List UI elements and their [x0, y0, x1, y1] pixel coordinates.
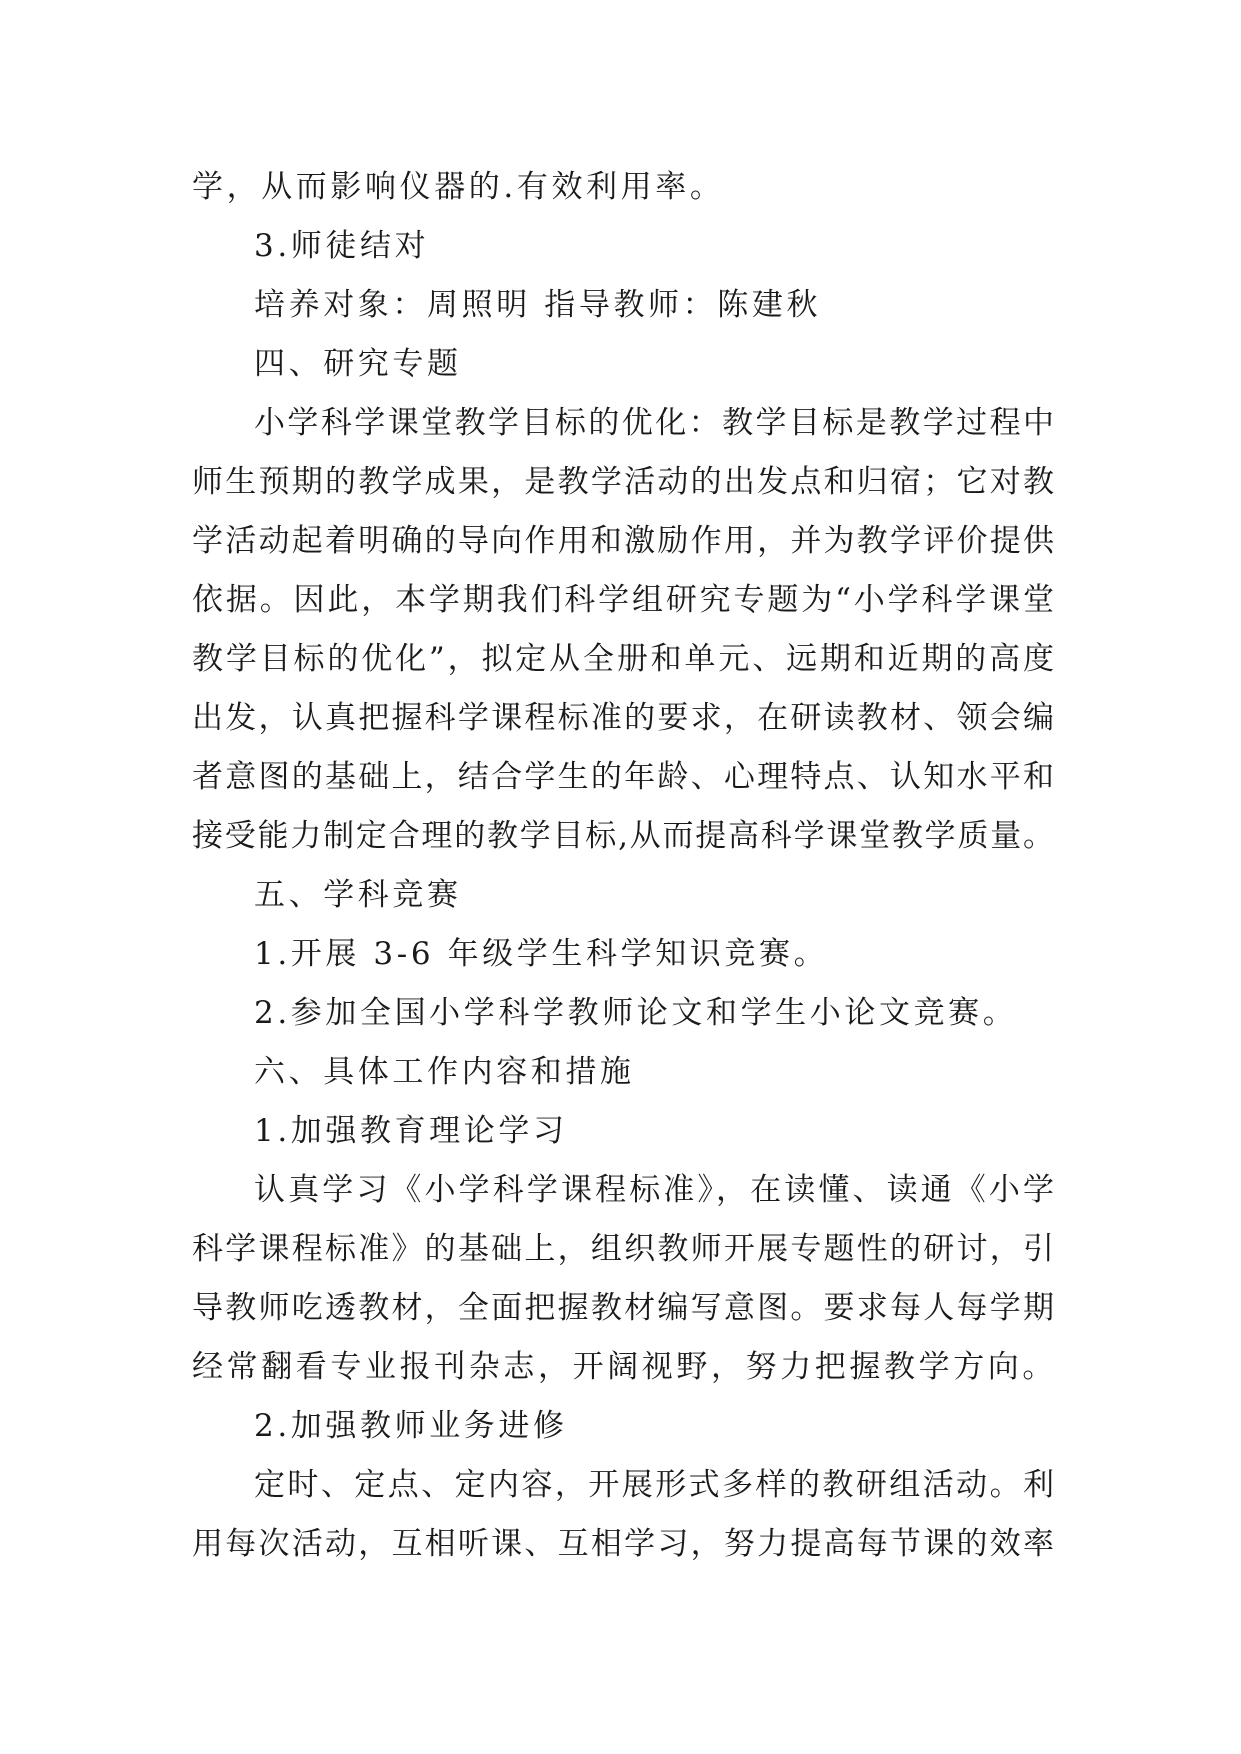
text-line: 接受能力制定合理的教学目标,从而提高科学课堂教学质量。 [192, 818, 1054, 854]
text-line: 2.加强教师业务进修 [254, 1408, 568, 1444]
text-line: 认真学习《小学科学课程标准》，在读懂、读通《小学 [254, 1172, 1054, 1208]
text-line: 1.开展 3-6 年级学生科学知识竞赛。 [254, 936, 829, 972]
text-line: 3.师徒结对 [254, 228, 430, 264]
text-line: 学，从而影响仪器的.有效利用率。 [192, 169, 725, 205]
text-line: 用每次活动，互相听课、互相学习，努力提高每节课的效率 [192, 1526, 1054, 1562]
text-line: 导教师吃透教材，全面把握教材编写意图。要求每人每学期 [192, 1290, 1054, 1326]
section-heading: 六、具体工作内容和措施 [254, 1054, 635, 1090]
text-line: 定时、定点、定内容，开展形式多样的教研组活动。利 [254, 1467, 1054, 1503]
document-body [192, 158, 1057, 1574]
text-line: 师生预期的教学成果，是教学活动的出发点和归宿；它对教 [192, 464, 1054, 500]
text-line: 1.加强教育理论学习 [254, 1113, 568, 1149]
text-line: 学活动起着明确的导向作用和激励作用，并为教学评价提供 [192, 523, 1054, 559]
text-line: 教学目标的优化”，拟定从全册和单元、远期和近期的高度 [192, 641, 1054, 677]
text-line: 小学科学课堂教学目标的优化：教学目标是教学过程中 [254, 405, 1054, 441]
text-line: 科学课程标准》的基础上，组织教师开展专题性的研讨，引 [192, 1231, 1054, 1267]
section-heading: 五、学科竞赛 [254, 877, 462, 913]
text-line: 出发，认真把握科学课程标准的要求，在研读教材、领会编 [192, 700, 1054, 736]
text-line: 依据。因此，本学期我们科学组研究专题为“小学科学课堂 [192, 582, 1054, 618]
text-line: 者意图的基础上，结合学生的年龄、心理特点、认知水平和 [192, 759, 1054, 795]
section-heading: 四、研究专题 [254, 346, 462, 382]
text-line: 培养对象：周照明 指导教师：陈建秋 [254, 287, 822, 323]
text-line: 2.参加全国小学科学教师论文和学生小论文竞赛。 [254, 995, 1018, 1031]
text-line: 经常翻看专业报刊杂志，开阔视野，努力把握教学方向。 [192, 1349, 1057, 1385]
